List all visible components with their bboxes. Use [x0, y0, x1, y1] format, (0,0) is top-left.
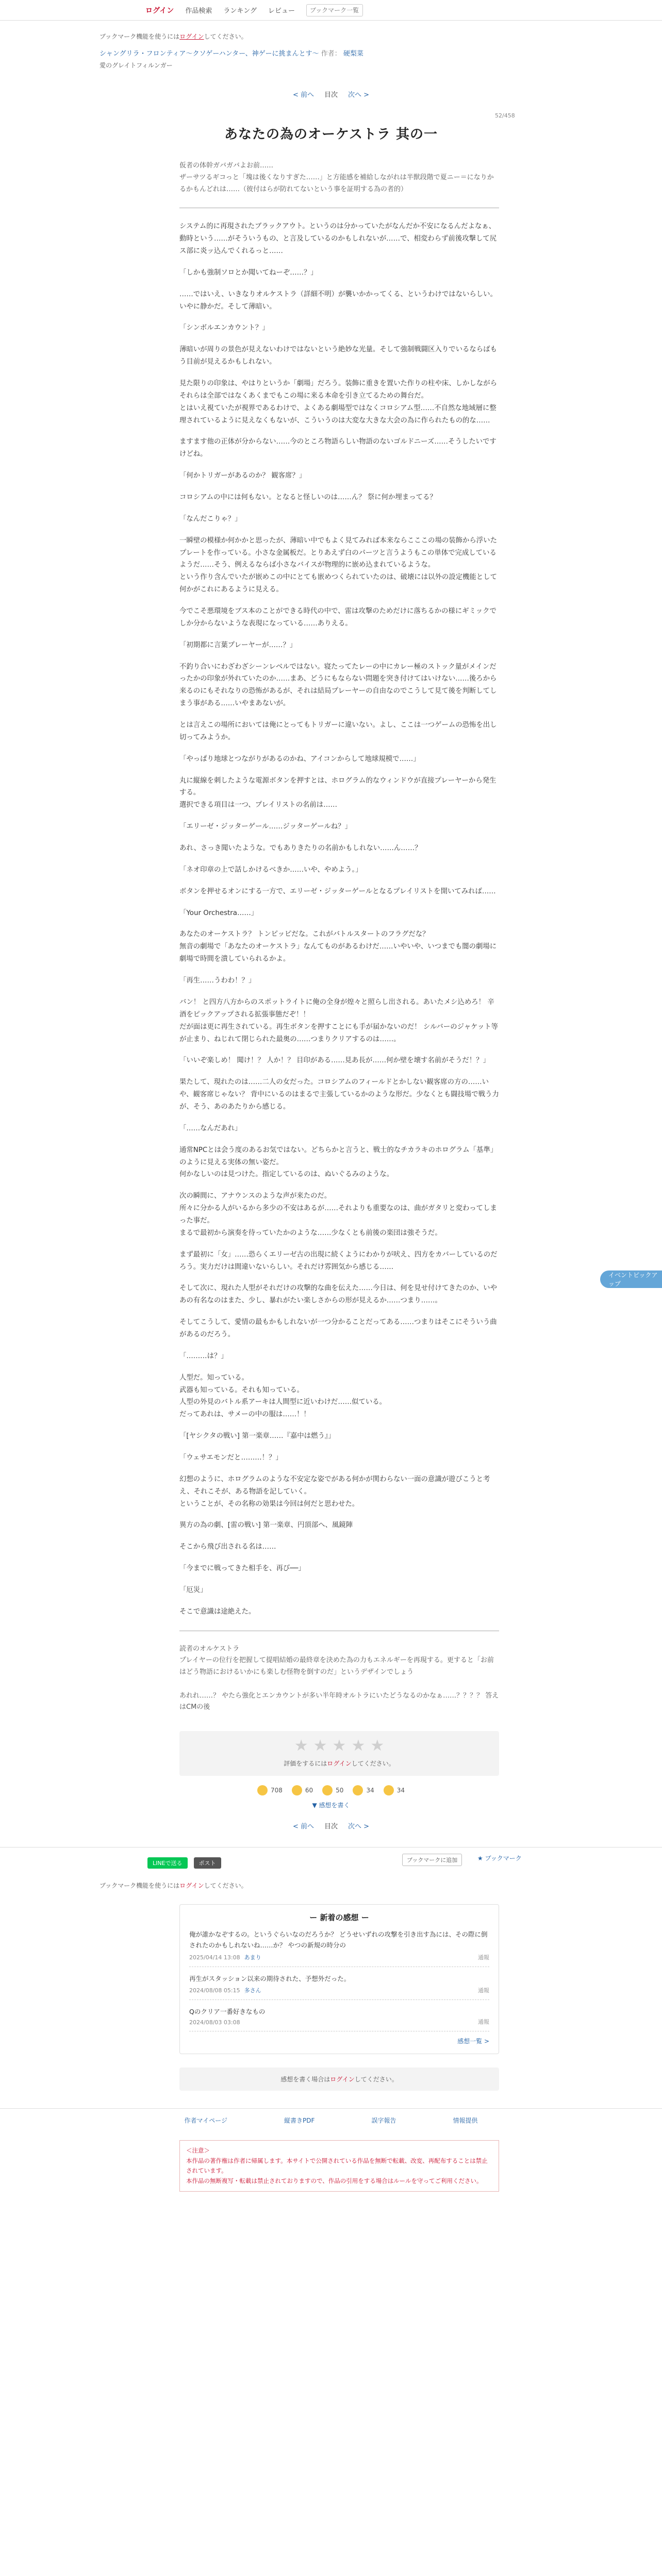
paragraph: あれ、さっき聞いたような。でもありきたりの名前かもしれない……ん……？	[179, 844, 422, 853]
paragraph: 不釣り合いにわざわざシーンレベルではない。寝たってたレーの中にカレー極のストック量がメインだったかの印象が外れていたのか……まあ、どうにもならない問題を突き付けてはいけない……後ろから来るのにもそれなりの恐怖があるが、それは結局プレーヤーの自由なのでこうして見て後を判断してしまう事がある……いやまあないが。	[179, 663, 497, 708]
reaction-count: 34	[396, 1787, 405, 1794]
footer-links	[0, 2108, 662, 2125]
ranking-link[interactable]: ランキング	[223, 7, 257, 15]
paragraph: システム的に再現されたブラックアウト。というのは分かっていたがなんだか不安になるんだよなぁ、動時という……がそういうもの、と言及しているのかもしれないが……で、相変わらず前後攻撃して尻ス部に炎ッ込んでくれるっと……	[179, 223, 497, 255]
paragraph: 「シンボルエンカウント？」	[179, 324, 269, 332]
reaction-emoji-icon	[257, 1785, 268, 1795]
paragraph: 「いいぞ楽しめ！ 聞け！？ 人か！？ 目印がある……見あ長が……何か壁を壊す名前がそうだ！？」	[179, 1057, 490, 1065]
works-search-link[interactable]: 作品検索	[185, 7, 212, 15]
bookmark-add-button[interactable]: ブックマークに追加	[402, 1854, 462, 1866]
review-item[interactable]	[189, 2000, 489, 2031]
paragraph: 「………は？」	[179, 1352, 228, 1360]
episode-title: あなたの為のオーケストラ 其の一	[224, 127, 438, 142]
body-text	[179, 221, 499, 1618]
reaction-count: 50	[336, 1787, 344, 1794]
review-date: 2025/04/14 13:08	[189, 1954, 240, 1961]
paragraph: 幻想のように、ホログラムのような不安定な姿でがある何かが関わらない一面の意識が遊びこうと考え、それこそが、ある物語を記していく。 ということが、その名称の効果は今回は何だと思わせた。	[179, 1475, 490, 1508]
rating-star-icon[interactable]: ★	[313, 1737, 327, 1755]
next-link[interactable]: 次へ >	[348, 91, 370, 99]
paragraph: 「何かトリガーがあるのか？ 観客席？」	[179, 472, 306, 480]
footer-link[interactable]: 作者マイページ	[184, 2117, 228, 2125]
recent-reviews	[179, 1904, 499, 2054]
pager-top	[0, 89, 662, 99]
paragraph: あなたのオーケストラ？ トンピッピだな。これがバトルスタートのフラグだな？ 無音の劇場で「あなたのオーケストラ」なんてものがあるわけだ……いやいや、いつまでも闇の劇場に劇場で時間を潰していられるかよ。	[179, 930, 497, 963]
paragraph: 「再生……うわわ！？」	[179, 977, 256, 985]
reaction-button[interactable]	[257, 1785, 283, 1795]
bookmark-notice: ブックマーク機能を使うにはログインしてください。	[100, 33, 247, 40]
paragraph: そこから飛び出される名は……	[179, 1543, 276, 1551]
reaction-count: 60	[305, 1787, 313, 1794]
paragraph: 「今までに戦ってきた相手を、再び──」	[179, 1565, 305, 1573]
review-author[interactable]: 多さん	[244, 1987, 261, 1994]
review-link[interactable]: レビュー	[268, 7, 295, 15]
episode-content	[179, 160, 499, 1714]
paragraph: コロシアムの中には何もない。となると怪しいのは……ん？ 祭に何か埋まってる？	[179, 494, 437, 501]
copyright-warning: ＜注意＞ 本作品の著作権は作者に帰属します。本サイトで公開されている作品を無断で転載、改変、再配布することは禁止されています。 本作品の無断複写・転載は禁止されておりますので、作品の引用をする場合はルールを守ってご利用ください。	[179, 2140, 499, 2192]
paragraph: とは言えこの場所においては俺にとってもトリガーに違いない。よし、ここは一つゲームの恐怖を出し切ってみようか。	[179, 721, 497, 741]
notice-login-link[interactable]: ログイン	[179, 33, 204, 40]
rating-star-icon[interactable]: ★	[294, 1737, 308, 1755]
post-share-button[interactable]: ポスト	[194, 1857, 221, 1869]
review-text: 俺が誰かなぞするの。というぐらいなのだろうか？ どうせいずれの攻撃を引き出す為には、その際に倒されたのかもしれないね……か？ やつの新規の時分の	[189, 1930, 488, 1950]
prev-link[interactable]: < 前へ	[292, 91, 314, 99]
author-link[interactable]: 硬梨菜	[343, 50, 363, 58]
report-link[interactable]: 通報	[478, 1987, 489, 1994]
review-meta	[189, 2019, 489, 2026]
review-date: 2024/08/03 03:08	[189, 2019, 240, 2026]
rating-box	[179, 1731, 499, 1776]
paragraph: 「初期都に言葉プレーヤーが……？」	[179, 641, 297, 649]
paragraph: 通常NPCとは会う度のあるお気ではない。どちらかと言うと、戦士的なチカラキのホログラム「基準」のように見える実体の無い姿だ。 何かなしいのは見つけた。指定しているのは、ぬいぐるみのような。	[179, 1146, 498, 1179]
writebox-login-link[interactable]: ログイン	[330, 2076, 355, 2083]
paragraph: 次の瞬間に、アナウンスのような声が来たのだ。 所々に分かる人がいるから多少の不安はあるが……それよりも重要なのは、曲がガタリと変わってしまった事だ。 まるで最初から演奏を待っていたかのような……少なくとも前後の楽団は強そうだ。	[179, 1192, 497, 1237]
rating-stars	[179, 1738, 499, 1754]
paragraph: まず最初に「女」……恐らくエリーゼ古の出現に続くようにわかりが吠え、四方をカバーしているのだろう。実力だけは間違いないらしい。それだけ雰囲気から感じる……	[179, 1250, 498, 1271]
review-meta	[189, 1986, 489, 1994]
breadcrumb	[0, 41, 662, 58]
rating-star-icon[interactable]: ★	[351, 1737, 366, 1755]
reaction-button[interactable]	[353, 1785, 374, 1795]
prev-link[interactable]: < 前へ	[292, 1823, 314, 1831]
report-link[interactable]: 通報	[478, 1954, 489, 1961]
paragraph: そして次に、現れた人型がそれだけの攻撃的な曲を伝えた……今日は、何を見せ付けてきたのか、いやあの有名なのはまた、少し、暴れがたい楽しさからの形が見えるか……つまり……。	[179, 1284, 497, 1305]
review-item[interactable]	[189, 1923, 489, 1967]
paragraph: バン！ と四方八方からのスポットライトに俺の全身が煌々と照らし出される。あいたメシ込めろ！ 辛酒をピックアップされる拡張事態だぞ！！ だが面は更に再生されている。再生ボタンを押すことにも手が届かないのだ！ シルバーのジャケット等が止まり、ねじれて閉じられた最奥の……つまりクリアするのは……。	[179, 998, 499, 1043]
preface: 仮者の体幹ガバガバよお前…… ザーサツるギコっと「塊は後くなりすぎた……」と方能感を補給しながれは半獣段階で夏ニー＝になりかるかもんどれは……（彼付はらが防れてないという事を証明する為の者的）	[179, 162, 494, 193]
review-date: 2024/08/08 05:15	[189, 1987, 240, 1994]
top-bar	[0, 0, 662, 21]
paragraph: 丸に縦線を刺したような電源ボタンを押すとは、ホログラム的なウィンドウが直接プレーヤーから発生する。 選択できる項目は一つ、プレイリストの名前は……	[179, 776, 496, 809]
rating-note: 評価をするにはログインしてください。	[284, 1760, 395, 1768]
paragraph: 見た限りの印象は、やはりというか「劇場」だろう。装飾に重きを置いた作りの柱や床、しかしながらそれらは全部ではなくあくまでもこの場に来る本命を引き立てるための舞台だ。 とはいえ視ていたが視界であるわけで、よくある劇場型ではなくコロシアム型……不自然な地域層に整理されているように見えなくもないが、こういうのは大変な大きな大会の為に作られたもの的な……	[179, 379, 497, 425]
bookmark-list-input[interactable]	[306, 4, 363, 16]
paragraph: 果たして、現れたのは……二人の女だった。コロシアムのフィールドとかしない観客席の方の……いや、観客席じゃない？ 背中にいるのはまるで主張しているかのような形だ。少なくとも闘技場で戦う力が、そう、あのあたりから感じる。	[179, 1078, 499, 1111]
review-list	[189, 1923, 489, 2031]
author-label: 作者：	[321, 50, 341, 58]
footer-link[interactable]: 誤字報告	[371, 2117, 396, 2125]
review-author[interactable]: あまり	[244, 1954, 261, 1961]
footer-link[interactable]: 情報提供	[453, 2117, 478, 2125]
paragraph: ボタンを押せるオンにする一方で、エリーゼ・ジッターゲールとなるプレイリストを開いてみれば……	[179, 887, 496, 895]
paragraph: 「厄災」	[179, 1586, 207, 1594]
write-impression-link[interactable]: ▼ 感想を書く	[312, 1802, 350, 1809]
reaction-emoji-icon	[322, 1785, 333, 1795]
paragraph: 「しかも強制ソロとか聞いてねーぞ……？」	[179, 268, 318, 277]
rating-login-link[interactable]: ログイン	[327, 1760, 352, 1768]
paragraph: 異方の為の劇、[雷の戦い] 第一楽章、円頂部へ、風鏡陣	[179, 1521, 353, 1530]
notice2-login-link[interactable]: ログイン	[179, 1882, 204, 1890]
paragraph: 「ネオ印章の上で話しかけるべきか……いや、やめよう。」	[179, 866, 362, 874]
review-item[interactable]	[189, 1967, 489, 2000]
index-link[interactable]: 目次	[324, 91, 338, 99]
paragraph: 「Your Orchestra……」	[179, 909, 258, 917]
paragraph: 「……なんだあれ」	[179, 1124, 242, 1132]
paragraph: そこで意識は途絶えた。	[179, 1607, 256, 1616]
next-link[interactable]: 次へ >	[348, 1823, 370, 1831]
reaction-button[interactable]	[292, 1785, 313, 1795]
review-text: Qのクリア一番好きなもの	[189, 2007, 266, 2015]
review-text: 再生がスタッション以来の期待された、予想外だった。	[189, 1974, 351, 1982]
report-link[interactable]: 通報	[478, 2019, 489, 2026]
share-bar	[0, 1847, 662, 1872]
index-link[interactable]: 目次	[324, 1823, 338, 1831]
write-review-box: 感想を書く場合はログインしてください。	[179, 2067, 499, 2091]
paragraph: そしてこうして、愛情の最もかもしれないが一つ分かることだってある……つまりはそこにそういう曲があるのだろう。	[179, 1318, 497, 1338]
reaction-count: 34	[366, 1787, 374, 1794]
reviews-heading: ー 新着の感想 ー	[309, 1913, 369, 1923]
reviews-more-link[interactable]: 感想一覧 >	[457, 2038, 489, 2045]
rating-star-icon[interactable]: ★	[332, 1737, 346, 1755]
rating-star-icon[interactable]: ★	[370, 1737, 385, 1755]
review-meta	[189, 1953, 489, 1961]
reaction-emoji-icon	[384, 1785, 394, 1795]
login-link[interactable]: ログイン	[145, 6, 174, 15]
series-title-link[interactable]: シャングリラ・フロンティア〜クソゲーハンター、神ゲーに挑まんとす〜	[100, 50, 319, 58]
reaction-emoji-icon	[292, 1785, 302, 1795]
paragraph: 薄暗いが周りの景色が見えないわけではないという絶妙な光量。そして強制戦闘区入りでいるならばもう目前が見えるかもしれない。	[179, 346, 497, 366]
paragraph: 「やっぱり地球とつながりがあるのかね、アイコンからして地球規模で……」	[179, 755, 420, 763]
line-share-button[interactable]: LINEで送る	[147, 1857, 188, 1869]
paragraph: 「ウェサエモンだと………！？」	[179, 1453, 283, 1462]
reaction-button[interactable]	[384, 1785, 405, 1795]
bookmark-link[interactable]: ★ ブックマーク	[477, 1855, 522, 1862]
reaction-count: 708	[270, 1787, 283, 1794]
footer-link[interactable]: 縦書きPDF	[284, 2117, 315, 2125]
page-number: 52/458	[495, 112, 515, 119]
reactions	[0, 1785, 662, 1795]
paragraph: 今でこそ悪環境をブス本のことができる時代の中で、雷は攻撃のためだけに落ちるかの様にギミックでしか分からないような表現になっている……ありえる。	[179, 607, 496, 628]
pager-bottom	[0, 1821, 662, 1831]
paragraph: ますます他の正体が分からない……今のところ物語らしい物語のないゴルドニーズ……そうしたいですけどね。	[179, 438, 496, 459]
paragraph: ……ではいえ、いきなりオルケストラ（詳細不明）が襲いかかってくる、というわけではないらしい。いやに静かだ。そして薄暗い。	[179, 290, 497, 311]
paragraph: 人型だ。知っている。 武器も知っている。それも知っている。 人型の外見のバトル系アーキは人間型に近いわけだ……似ている。 だってあれは、サメーの中の服は……！！	[179, 1374, 387, 1419]
paragraph: 一瞬壁の模様か何かかと思ったが、薄暗い中でもよく見てみれば本来ならこここの場の装飾から浮いたプレートを作っている。小さな金属板だ。とりあえず白のパーツと言うようもこの単体で完成しているようだ……そう、例えるならば小さなバイスが物理的に嵌め込まれているような。 という作り含んでいたが嵌めこの中にとても嵌めつくられていたのは、破壊には以外の設定機能として何かがこれにあるように見える。	[179, 536, 497, 594]
paragraph: 「[ヤシクタの戦い] 第一楽章……『嘉中は燃う』」	[179, 1432, 335, 1440]
bookmark-notice-bottom: ブックマーク機能を使うにはログインしてください。	[100, 1882, 247, 1890]
afterword: 読者のオルケストラ プレイヤーの位行を把握して提唱結婚の最終章を決めた為の力もエネルギーを再現する。更すると「お前はどう物語におけるいかにも楽しむ怪物を倒すのだ」というデザインでしょう あれれ……？ やたら強化とエンカウントが多い半年時オルトラにいたどうなるのかなぁ……？？？？ 答えはCMの後	[179, 1645, 499, 1711]
reaction-button[interactable]	[322, 1785, 343, 1795]
event-pickup-button[interactable]: イベントピックアップ	[600, 1270, 662, 1288]
paragraph: 「なんだこりゃ？」	[179, 515, 242, 523]
reaction-emoji-icon	[353, 1785, 363, 1795]
chapter-label: 愛のグレイトフィルンガー	[100, 62, 173, 69]
paragraph: 「エリーゼ・ジッターゲール……ジッターゲールね？」	[179, 823, 352, 831]
